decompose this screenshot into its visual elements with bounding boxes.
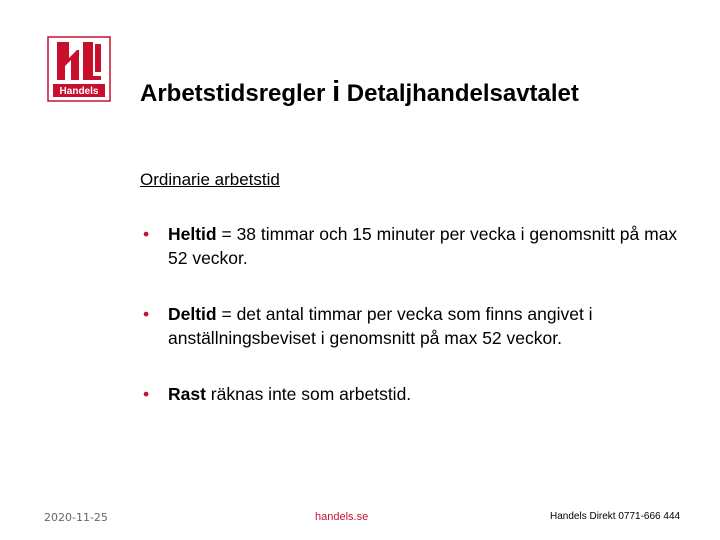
bullet-text: = det antal timmar per vecka som finns angivet i anställningsbeviset i genomsnitt på max 52 veckor. xyxy=(168,304,593,348)
title-part-1: Arbetstidsregler xyxy=(140,80,333,107)
bullet-item-heltid xyxy=(140,222,700,270)
bullet-term: Heltid xyxy=(168,224,217,244)
logo-text: Handels xyxy=(59,86,99,97)
bullet-text: räknas inte som arbetstid. xyxy=(205,384,412,404)
footer-date: 2020-11-25 xyxy=(44,511,108,524)
bullet-icon: • xyxy=(143,384,150,404)
bullet-icon: • xyxy=(143,304,150,324)
bullet-item-rast xyxy=(140,382,700,406)
handels-logo-icon xyxy=(47,36,111,102)
page-title xyxy=(140,76,579,109)
title-part-2: i xyxy=(332,76,341,108)
bullet-icon: • xyxy=(143,224,150,244)
bullet-list xyxy=(140,222,700,406)
section-heading: Ordinarie arbetstid xyxy=(140,170,280,189)
bullet-term: Deltid xyxy=(168,304,217,324)
bullet-text: = 38 timmar och 15 minuter per vecka i genomsnitt på max 52 veckor. xyxy=(168,224,678,268)
footer-contact: Handels Direkt 0771-666 444 xyxy=(550,511,681,522)
footer-site-link[interactable]: handels.se xyxy=(315,511,369,523)
handels-logo xyxy=(47,36,111,102)
title-part-3: Detaljhandelsavtalet xyxy=(340,80,579,107)
bullet-term: Rast xyxy=(168,384,206,404)
bullet-item-deltid xyxy=(140,302,700,350)
